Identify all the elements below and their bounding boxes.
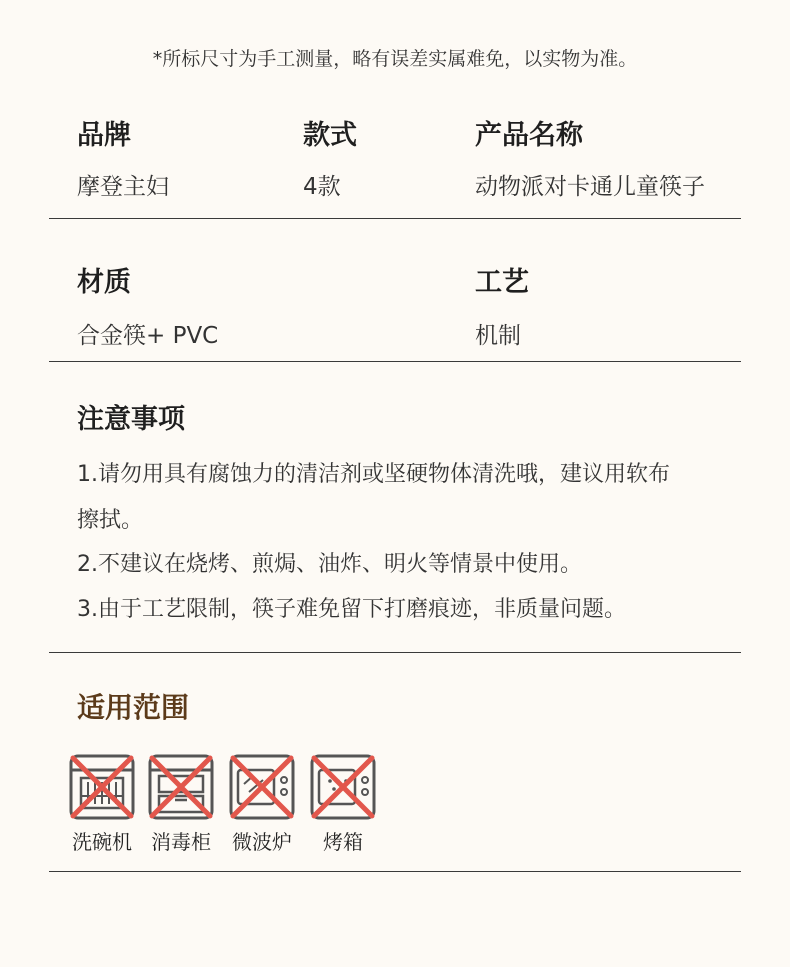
material-label: 材质 [77, 267, 131, 298]
dishwasher-icon [69, 754, 135, 820]
notice-line: 3.由于工艺限制，筷子难免留下打磨痕迹，非质量问题。 [77, 597, 626, 622]
divider [49, 652, 741, 653]
product-name-label: 产品名称 [475, 120, 583, 151]
notice-line: 擦拭。 [77, 508, 144, 533]
divider [49, 218, 741, 219]
notice-line: 1.请勿用具有腐蚀力的清洁剂或坚硬物体清洗哦，建议用软布 [77, 462, 670, 487]
sterilizer-icon [148, 754, 214, 820]
oven-label: 烤箱 [323, 830, 363, 854]
dishwasher-label: 洗碗机 [72, 830, 132, 854]
oven-icon [310, 754, 376, 820]
microwave-label: 微波炉 [232, 830, 292, 854]
divider [49, 871, 741, 872]
brand-value: 摩登主妇 [77, 174, 169, 200]
craft-value: 机制 [475, 323, 521, 349]
material-value: 合金筷+ PVC [77, 323, 219, 349]
product-name-value: 动物派对卡通儿童筷子 [475, 174, 705, 200]
craft-label: 工艺 [475, 267, 529, 298]
style-label: 款式 [303, 120, 357, 151]
divider [49, 361, 741, 362]
notice-title: 注意事项 [77, 404, 185, 435]
usage-title: 适用范围 [77, 691, 190, 724]
sterilizer-label: 消毒柜 [151, 830, 211, 854]
brand-label: 品牌 [77, 120, 131, 151]
style-value: 4款 [303, 174, 341, 200]
measurement-note: *所标尺寸为手工测量，略有误差实属难免，以实物为准。 [152, 48, 638, 70]
microwave-icon [229, 754, 295, 820]
notice-line: 2.不建议在烧烤、煎焗、油炸、明火等情景中使用。 [77, 552, 582, 577]
